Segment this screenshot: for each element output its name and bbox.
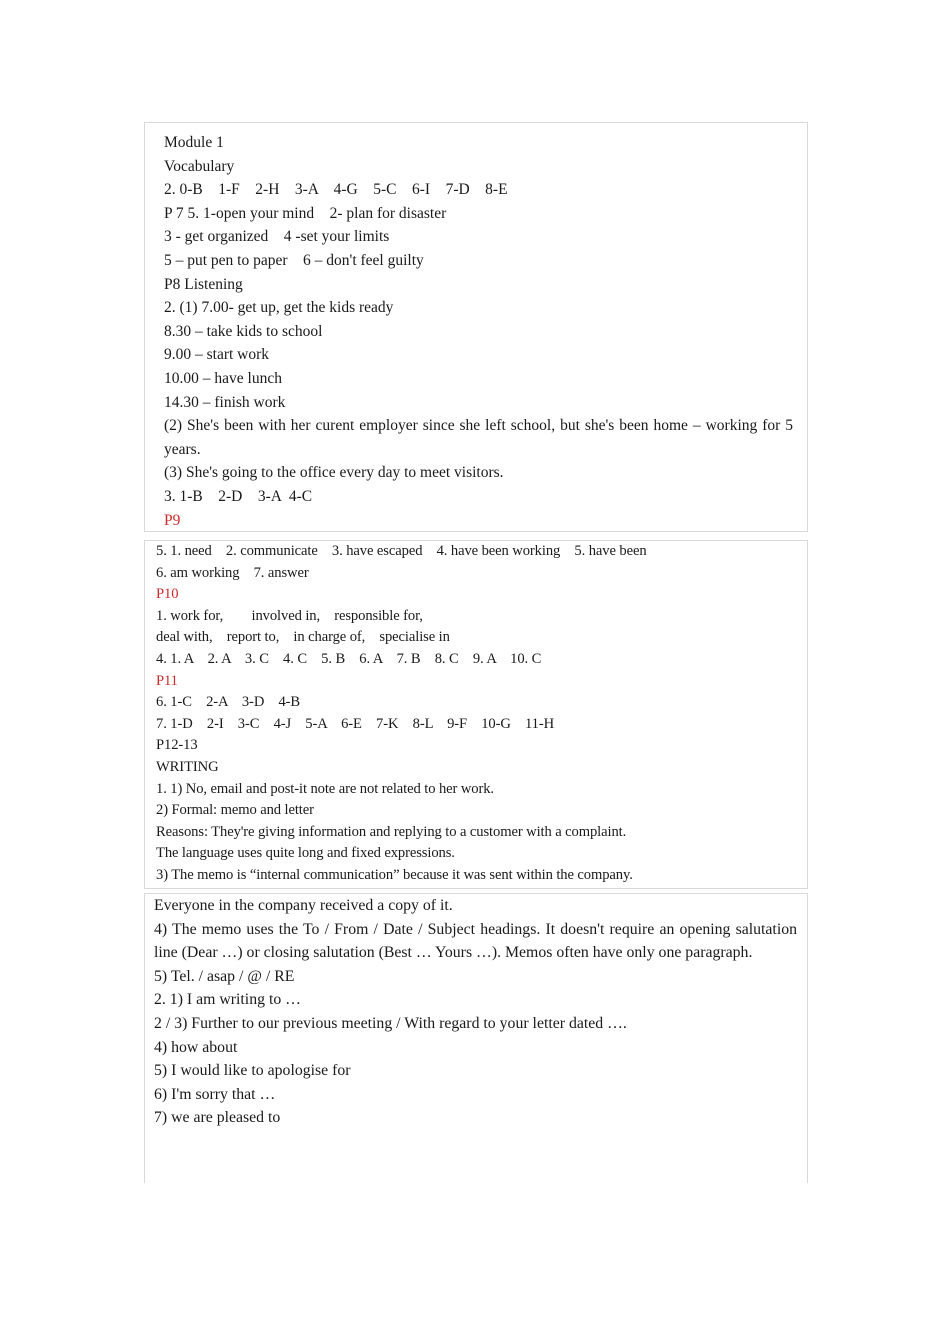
answer-line: 5) Tel. / asap / @ / RE — [154, 967, 295, 985]
answer-line: 1. work for, involved in, responsible for, — [156, 607, 423, 624]
answer-line: 9.00 – start work — [164, 346, 270, 364]
answer-line: 6. am working 7. answer — [156, 564, 309, 581]
answer-line: (3) She's going to the office every day to meet visitors. — [164, 464, 504, 482]
module-title: Module 1 — [164, 134, 224, 151]
answer-line: 3) The memo is “internal communication” because it was sent within the company. — [156, 866, 633, 883]
answer-paragraph: 4) The memo uses the To / From / Date / Subject headings. It doesn't require an opening salutation line (Dear …) or closing salutation (Best … Yours …). Memos often have only one paragraph. — [154, 920, 797, 962]
answer-line: 1. 1) No, email and post-it note are not related to her work. — [156, 780, 494, 797]
answer-line: 6. 1-C 2-A 3-D 4-B — [156, 694, 301, 711]
answer-line: deal with, report to, in charge of, specialise in — [156, 629, 450, 646]
section-heading-listening: P8 Listening — [164, 275, 243, 293]
page-label-p12-13: P12-13 — [156, 737, 198, 754]
answer-line: The language uses quite long and fixed expressions. — [156, 845, 455, 862]
answer-line: 6) I'm sorry that … — [154, 1085, 276, 1103]
page-label-p10: P10 — [156, 586, 179, 603]
answer-line: 3 - get organized 4 -set your limits — [164, 228, 390, 246]
answer-line: 2 / 3) Further to our previous meeting / With regard to your letter dated …. — [154, 1014, 627, 1032]
answer-line: 4. 1. A 2. A 3. C 4. C 5. B 6. A 7. B 8. C 9. A 10. C — [156, 650, 542, 667]
answer-line: 4) how about — [154, 1038, 238, 1056]
section-heading-writing: WRITING — [156, 758, 219, 775]
answer-line: 8.30 – take kids to school — [164, 322, 323, 340]
answer-line: 7) we are pleased to — [154, 1109, 281, 1127]
answer-block-module1 — [144, 122, 808, 532]
answer-line: P 7 5. 1-open your mind 2- plan for disaster — [164, 204, 447, 222]
answer-line: 2. 1) I am writing to … — [154, 991, 301, 1009]
answer-line: 14.30 – finish work — [164, 393, 286, 411]
answer-line: 7. 1-D 2-I 3-C 4-J 5-A 6-E 7-K 8-L 9-F 10-G 11-H — [156, 715, 555, 732]
answer-block-p9-p13 — [144, 540, 808, 889]
section-heading-vocabulary: Vocabulary — [164, 157, 235, 175]
answer-block-writing-continued — [144, 893, 808, 1183]
page-label-p11: P11 — [156, 672, 178, 689]
answer-line: 5 – put pen to paper 6 – don't feel guilty — [164, 251, 424, 269]
answer-line: 5) I would like to apologise for — [154, 1062, 351, 1080]
answer-line: 3. 1-B 2-D 3-A 4-C — [164, 487, 313, 505]
answer-line: 2. (1) 7.00- get up, get the kids ready — [164, 299, 394, 317]
answer-line: Reasons: They're giving information and replying to a customer with a complaint. — [156, 823, 627, 840]
answer-line: Everyone in the company received a copy of it. — [154, 897, 453, 914]
answer-line: 2) Formal: memo and letter — [156, 802, 314, 819]
answer-line: 10.00 – have lunch — [164, 369, 282, 387]
answer-line: 5. 1. need 2. communicate 3. have escaped 4. have been working 5. have been — [156, 543, 647, 559]
answer-paragraph: (2) She's been with her curent employer since she left school, but she's been home – working for 5 years. — [164, 417, 793, 458]
page-label-p9: P9 — [164, 511, 181, 529]
answer-line: 2. 0-B 1-F 2-H 3-A 4-G 5-C 6-I 7-D 8-E — [164, 181, 508, 199]
